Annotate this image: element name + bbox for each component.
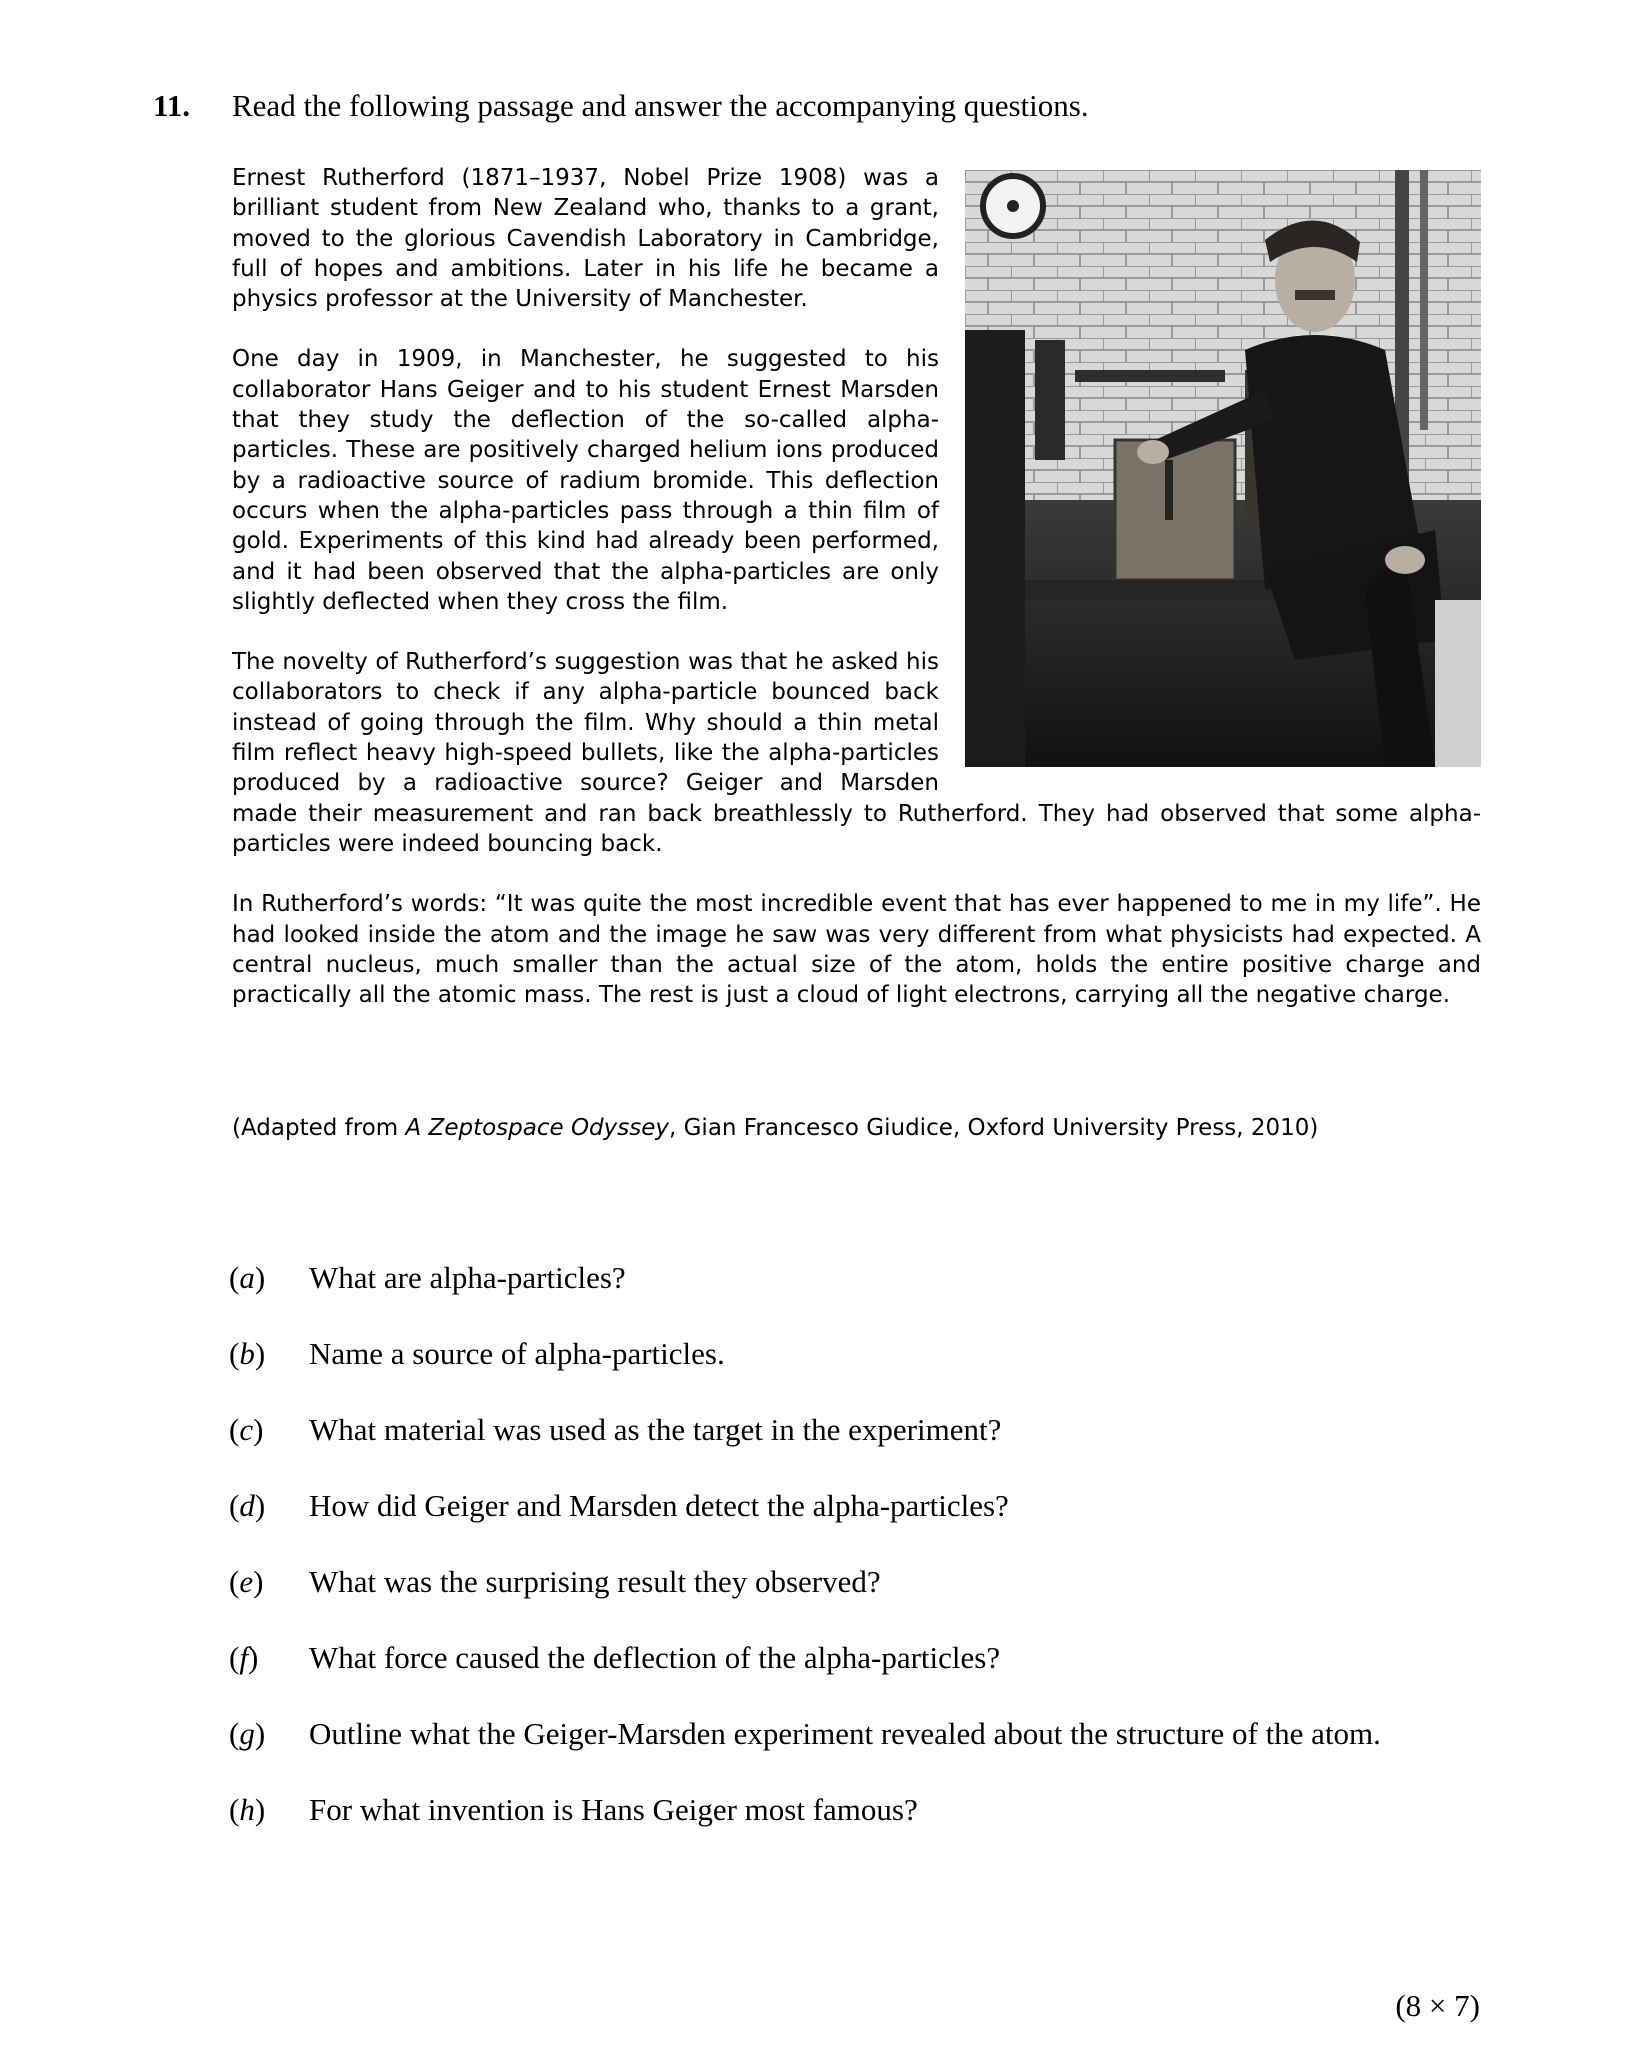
reading-passage (232, 163, 1481, 1040)
question-instruction: Read the following passage and answer the accompanying questions. (232, 88, 1089, 123)
passage-paragraph-4: In Rutherford’s words: “It was quite the most incredible event that has ever happened to me in my life”. He had looked inside the atom and the image he saw was very different from what physicists had expected. A central nucleus, much smaller than the actual size of the atom, holds the entire positive charge and practically all the atomic mass. The rest is just a cloud of light electrons, carrying all the negative charge. (232, 891, 1481, 1009)
passage-paragraph-3: The novelty of Rutherford’s suggestion was that he asked his collaborators to check if any alpha-particle bounced back instead of going through the film. Why should a thin metal film reflect heavy high-speed bullets, like the alpha-particles produced by a radioactive source? Geiger and Marsden made their measurement and ran back breathlessly to Rutherford. They had observed that some alpha-particles were indeed bouncing back. (232, 649, 1481, 857)
question-letter: (e) (229, 1564, 264, 1599)
passage-paragraph-2: One day in 1909, in Manchester, he suggested to his collaborator Hans Geiger and to his student Ernest Marsden that they study the deflection of the so-called alpha-particles. These are positively charged helium ions produced by a radioactive source of radium bromide. This deflection occurs when the alpha-particles pass through a thin film of gold. Experiments of this kind had already been performed, and it had been observed that the alpha-particles are only slightly deflected when they cross the film. (232, 346, 939, 615)
question-letter: (h) (229, 1792, 266, 1827)
source-suffix: , Gian Francesco Giudice, Oxford University Press, 2010) (668, 1115, 1319, 1141)
passage-source (232, 1113, 1318, 1143)
passage-paragraph-1: Ernest Rutherford (1871–1937, Nobel Prize 1908) was a brilliant student from New Zealand who, thanks to a grant, moved to the glorious Cavendish Laboratory in Cambridge, full of hopes and ambitions. Later in his life he became a physics professor at the University of Manchester. (232, 165, 939, 313)
question-letter: (f) (229, 1640, 259, 1675)
question-text: Outline what the Geiger-Marsden experiment revealed about the structure of the atom. (309, 1716, 1381, 1751)
question-text: What material was used as the target in the experiment? (309, 1412, 1002, 1447)
question-letter: (g) (229, 1716, 266, 1751)
question-text: Name a source of alpha-particles. (309, 1336, 725, 1371)
rutherford-photograph (965, 170, 1481, 767)
question-text: What are alpha-particles? (309, 1260, 626, 1295)
question-letter: (a) (229, 1260, 266, 1295)
marks-allocation: (8 × 7) (1395, 1988, 1480, 2023)
photograph-icon (965, 170, 1481, 767)
question-letter: (b) (229, 1336, 266, 1371)
question-text: What force caused the deflection of the alpha-particles? (309, 1640, 1001, 1675)
question-number: 11. (153, 88, 191, 123)
question-letter: (c) (229, 1412, 264, 1447)
question-letter: (d) (229, 1488, 266, 1523)
source-book-title: A Zeptospace Odyssey (405, 1115, 669, 1141)
question-text: How did Geiger and Marsden detect the alpha-particles? (309, 1488, 1009, 1523)
source-prefix: (Adapted from (232, 1115, 406, 1141)
question-text: For what invention is Hans Geiger most famous? (309, 1792, 918, 1827)
question-text: What was the surprising result they observed? (309, 1564, 881, 1599)
